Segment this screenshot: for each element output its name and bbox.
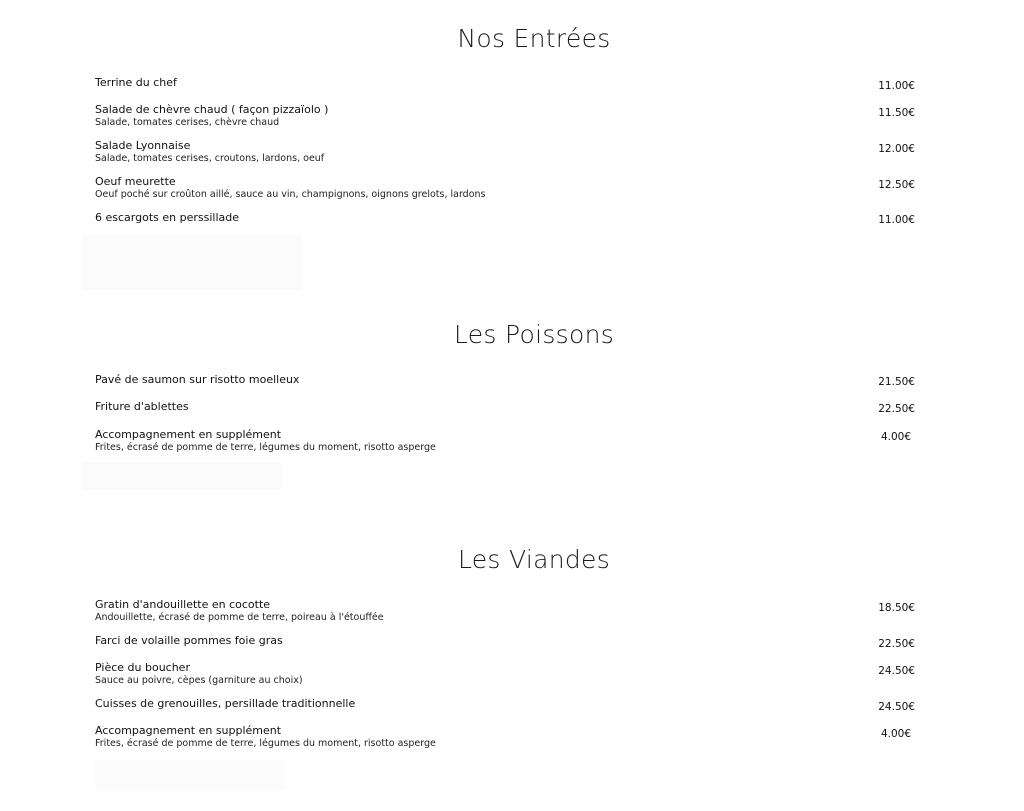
item-name: Salade de chèvre chaud ( façon pizzaïolo ) — [95, 103, 329, 116]
item-price: 11.00€ — [878, 80, 915, 92]
menu-item — [95, 428, 915, 454]
item-description: Salade, tomates cerises, chèvre chaud — [95, 117, 280, 128]
item-name: Cuisses de grenouilles, persillade traditionnelle — [95, 697, 356, 710]
item-name: Gratin d'andouillette en cocotte — [95, 598, 271, 611]
item-name: Pavé de saumon sur risotto moelleux — [95, 373, 300, 386]
item-price: 24.50€ — [878, 701, 915, 713]
item-name: Farci de volaille pommes foie gras — [95, 634, 283, 647]
menu-item — [95, 724, 915, 750]
item-description: Frites, écrasé de pomme de terre, légumes du moment, risotto asperge — [95, 738, 436, 749]
item-description: Frites, écrasé de pomme de terre, légumes du moment, risotto asperge — [95, 442, 436, 453]
item-name: Friture d'ablettes — [95, 400, 189, 413]
item-price: 11.50€ — [878, 107, 915, 119]
decorative-shadow — [82, 235, 302, 290]
item-price: 12.00€ — [878, 143, 915, 155]
item-price: 21.50€ — [878, 376, 915, 388]
menu-item — [95, 103, 915, 129]
menu-item — [95, 661, 915, 687]
section-title-entrees: Nos Entrées — [457, 24, 611, 53]
item-price: 11.00€ — [878, 214, 915, 226]
item-price: 12.50€ — [878, 179, 915, 191]
item-price: 22.50€ — [878, 638, 915, 650]
item-name: Pièce du boucher — [95, 661, 190, 674]
menu-item — [95, 76, 915, 92]
item-description: Oeuf poché sur croûton aillé, sauce au vin, champignons, oignons grelots, lardons — [95, 189, 486, 200]
item-price: 24.50€ — [878, 665, 915, 677]
menu-item — [95, 139, 915, 165]
menu-item — [95, 697, 915, 713]
menu-item — [95, 373, 915, 386]
item-description: Sauce au poivre, cèpes (garniture au choix) — [95, 675, 303, 686]
item-description: Andouillette, écrasé de pomme de terre, poireau à l'étouffée — [95, 612, 384, 623]
section-title-poissons: Les Poissons — [453, 320, 615, 349]
item-price: 4.00€ — [880, 431, 911, 443]
item-name: Salade Lyonnaise — [95, 139, 191, 152]
item-name: Accompagnement en supplément — [95, 724, 282, 737]
menu-item — [95, 598, 915, 624]
item-name: Terrine du chef — [95, 76, 177, 89]
menu-item — [95, 175, 915, 201]
menu-item — [95, 634, 915, 650]
decorative-shadow — [82, 462, 282, 490]
item-price: 22.50€ — [878, 403, 915, 415]
item-name: 6 escargots en perssillade — [95, 211, 239, 224]
item-name: Accompagnement en supplément — [95, 428, 282, 441]
item-price: 18.50€ — [878, 602, 915, 614]
item-description: Salade, tomates cerises, croutons, lardons, oeuf — [95, 153, 325, 164]
section-title-viandes: Les Viandes — [457, 545, 611, 574]
item-price: 4.00€ — [880, 728, 911, 740]
menu-item — [95, 211, 915, 224]
menu-item — [95, 400, 915, 413]
item-name: Oeuf meurette — [95, 175, 176, 188]
decorative-shadow — [95, 760, 285, 790]
